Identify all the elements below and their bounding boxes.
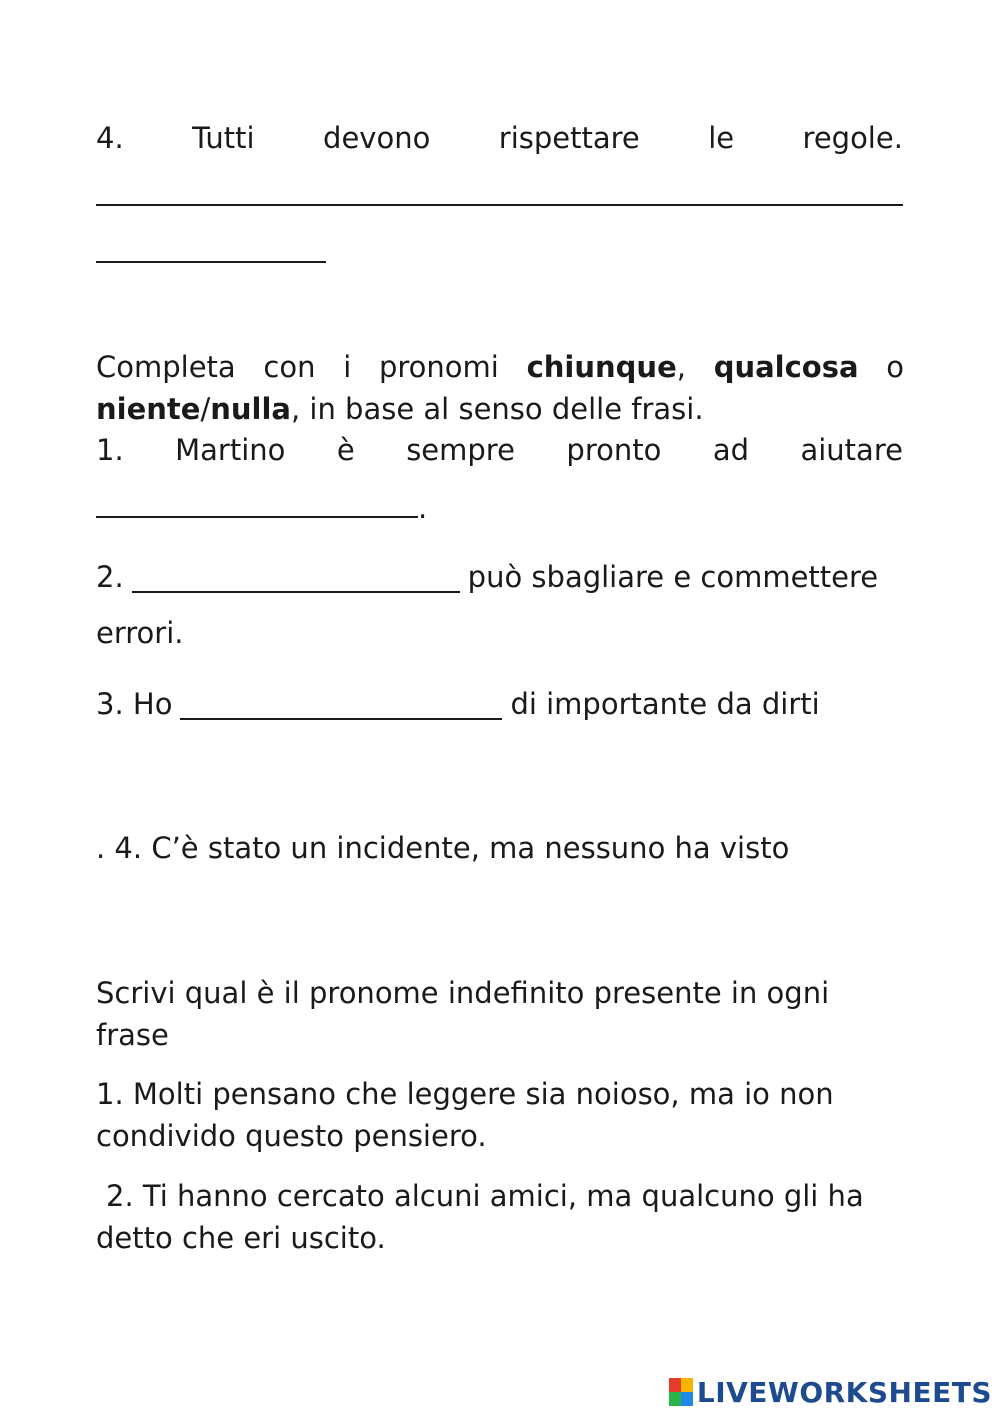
item-4-answer-line-1[interactable] xyxy=(96,204,903,206)
q1-word: è xyxy=(336,433,355,467)
q2-text: può sbagliare e commettere xyxy=(467,560,879,594)
item-4-word: rispettare xyxy=(498,121,640,155)
q3-text: di importante da dirti xyxy=(510,687,820,721)
q2-number: 2. xyxy=(96,560,124,594)
section-2-instructions xyxy=(96,346,904,430)
keyword-niente: niente xyxy=(96,392,201,426)
q1-word: pronto xyxy=(566,433,662,467)
question-2-2-answer-blank[interactable] xyxy=(132,561,460,593)
slash: / xyxy=(200,392,211,426)
keyword-nulla: nulla xyxy=(210,392,291,426)
question-2-1 xyxy=(96,430,903,470)
item-4-answer-line-2[interactable] xyxy=(96,261,326,263)
question-2-4: . 4. C’è stato un incidente, ma nessuno ha visto xyxy=(96,831,790,865)
instruction-text: Completa con i pronomi xyxy=(96,350,499,384)
q1-period: . xyxy=(418,491,428,525)
logo-text: LIVEWORKSHEETS xyxy=(696,1375,992,1409)
question-2-3 xyxy=(96,684,820,724)
item-4-number: 4. xyxy=(96,121,124,155)
q1-word: 1. xyxy=(96,433,124,467)
q3-number: 3. Ho xyxy=(96,687,173,721)
keyword-chiunque: chiunque xyxy=(526,350,677,384)
item-4-word: le xyxy=(708,121,735,155)
q1-word: aiutare xyxy=(800,433,903,467)
item-4-word: regole. xyxy=(802,121,903,155)
question-2-2 xyxy=(96,557,904,597)
conjunction: o xyxy=(886,350,905,384)
q1-word: ad xyxy=(712,433,749,467)
section-3-question-2: 2. Ti hanno cercato alcuni amici, ma qualcuno gli ha detto che eri uscito. xyxy=(96,1179,864,1255)
question-2-1-answer-blank[interactable] xyxy=(96,489,418,518)
q1-word: Martino xyxy=(175,433,286,467)
question-2-1-answer-row xyxy=(96,488,427,528)
item-4-word: devono xyxy=(323,121,431,155)
item-4-word: Tutti xyxy=(192,121,255,155)
q1-word: sempre xyxy=(406,433,515,467)
logo-blocks-icon xyxy=(669,1378,693,1406)
question-2-2-continuation: errori. xyxy=(96,616,184,650)
comma: , xyxy=(676,350,686,384)
section-3-question-1: 1. Molti pensano che leggere sia noioso, ma io non condivido questo pensiero. xyxy=(96,1077,834,1153)
item-4-sentence xyxy=(96,118,903,158)
question-2-3-answer-blank[interactable] xyxy=(180,688,502,720)
keyword-qualcosa: qualcosa xyxy=(713,350,859,384)
instruction-text-end: , in base al senso delle frasi. xyxy=(290,392,704,426)
section-3-title: Scrivi qual è il pronome indefinito presente in ogni frase xyxy=(96,976,830,1052)
liveworksheets-logo xyxy=(669,1375,992,1409)
